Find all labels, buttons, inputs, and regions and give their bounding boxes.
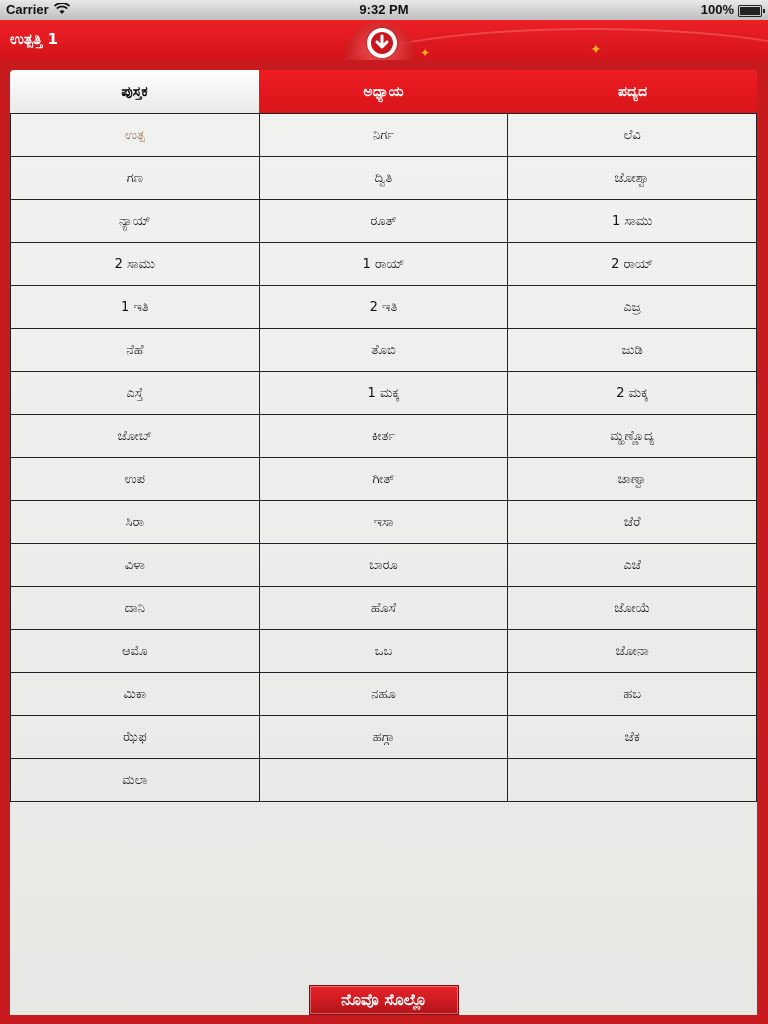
book-cell[interactable]: ಜೋನಾ	[508, 630, 757, 673]
book-cell[interactable]: ಮಲಾ	[11, 759, 260, 802]
tab-chapter[interactable]: ಅಧ್ಯಾಯ	[259, 70, 508, 113]
book-cell[interactable]: ಲೆವಿ	[508, 114, 757, 157]
book-cell[interactable]: ನೆಹೆ	[11, 329, 260, 372]
book-cell[interactable]: ಎಸ್ತೆ	[11, 372, 260, 415]
tab-book[interactable]: ಪುಸ್ತಕ	[10, 70, 259, 113]
book-cell[interactable]: ಜೋಶ್ವಾ	[508, 157, 757, 200]
table-row	[11, 157, 757, 200]
book-cell[interactable]: ಹಗ್ಗಾ	[259, 716, 508, 759]
book-cell[interactable]: ಕೀರ್ತ	[259, 415, 508, 458]
table-row	[11, 544, 757, 587]
table-row	[11, 372, 757, 415]
book-cell[interactable]: ಎಜೆ	[508, 544, 757, 587]
go-button[interactable]: ನೊವೊ ಸೊಲ್ಲೊ	[309, 985, 459, 1015]
book-cell[interactable]: ದ್ವಿತಿ	[259, 157, 508, 200]
book-cell[interactable]: ಜೆರೆ	[508, 501, 757, 544]
battery-icon	[738, 5, 762, 17]
book-cell[interactable]: 1 ಇತಿ	[11, 286, 260, 329]
table-row	[11, 501, 757, 544]
book-cell[interactable]: ಉಪ	[11, 458, 260, 501]
status-bar	[0, 0, 768, 20]
table-row	[11, 716, 757, 759]
book-cell[interactable]: ಬಾರೂ	[259, 544, 508, 587]
book-cell[interactable]: ಎಜ್ರ	[508, 286, 757, 329]
download-button[interactable]	[367, 28, 397, 58]
table-row	[11, 114, 757, 157]
table-row	[11, 415, 757, 458]
book-cell[interactable]: ರೂತ್	[259, 200, 508, 243]
book-cell[interactable]: ಇಸಾ	[259, 501, 508, 544]
book-cell[interactable]: ಮಿಕಾ	[11, 673, 260, 716]
star-icon: ✦	[590, 42, 602, 58]
book-picker-panel	[10, 70, 757, 1015]
book-grid	[10, 113, 757, 802]
book-cell[interactable]: ಝೆಫ	[11, 716, 260, 759]
segmented-tabs	[10, 70, 757, 113]
book-cell[interactable]: 2 ರಾಯ್	[508, 243, 757, 286]
book-cell[interactable]: ಗೀತ್	[259, 458, 508, 501]
battery-percent: 100%	[700, 2, 734, 17]
table-row	[11, 458, 757, 501]
page-title: ಉತ್ಪತ್ತಿ 1	[10, 30, 58, 48]
book-cell[interactable]: 2 ಮಕ್ಕ	[508, 372, 757, 415]
book-cell[interactable]: 1 ರಾಯ್	[259, 243, 508, 286]
book-cell[interactable]: ಜುಡಿ	[508, 329, 757, 372]
book-cell[interactable]: ತೊಬಿ	[259, 329, 508, 372]
table-row	[11, 200, 757, 243]
table-row	[11, 673, 757, 716]
star-icon: ✦	[420, 46, 431, 60]
book-cell[interactable]: 1 ಮಕ್ಕ	[259, 372, 508, 415]
book-cell[interactable]: ಜಾಣ್ವಾ	[508, 458, 757, 501]
navigation-bar	[0, 20, 768, 60]
table-row	[11, 759, 757, 802]
book-cell[interactable]: ಗಣ	[11, 157, 260, 200]
book-cell[interactable]: ಉತ್ಪ	[11, 114, 260, 157]
book-cell[interactable]: ನ್ಯಾಯ್	[11, 200, 260, 243]
tab-verse[interactable]: ಪದ್ಯದ	[508, 70, 757, 113]
book-cell[interactable]: ಜೋಯೆ	[508, 587, 757, 630]
book-cell[interactable]: ನಿರ್ಗ	[259, 114, 508, 157]
book-cell[interactable]: ಜೆಕ	[508, 716, 757, 759]
book-cell[interactable]: 2 ಸಾಮು	[11, 243, 260, 286]
book-cell[interactable]: ದಾನಿ	[11, 587, 260, 630]
book-cell[interactable]: ಜೋಬ್	[11, 415, 260, 458]
book-cell[interactable]: ಒಬ	[259, 630, 508, 673]
book-cell[interactable]: ವಿಳಾ	[11, 544, 260, 587]
empty-cell	[259, 759, 508, 802]
arrow-down-icon	[371, 32, 393, 54]
clock: 9:32 PM	[359, 2, 409, 17]
book-cell[interactable]: ಹಬ	[508, 673, 757, 716]
table-row	[11, 587, 757, 630]
table-row	[11, 286, 757, 329]
table-row	[11, 630, 757, 673]
book-cell[interactable]: ನಹೂ	[259, 673, 508, 716]
book-cell[interactable]: 2 ಇತಿ	[259, 286, 508, 329]
book-cell[interactable]: ಆಮೊ	[11, 630, 260, 673]
book-cell[interactable]: 1 ಸಾಮು	[508, 200, 757, 243]
book-cell[interactable]: ಸಿರಾ	[11, 501, 260, 544]
carrier-label: Carrier	[6, 2, 49, 17]
book-cell[interactable]: ಹೊಸೆ	[259, 587, 508, 630]
table-row	[11, 329, 757, 372]
table-row	[11, 243, 757, 286]
book-cell[interactable]: ಮ್ಹಣ್ಣೊದ್ಯ	[508, 415, 757, 458]
empty-cell	[508, 759, 757, 802]
